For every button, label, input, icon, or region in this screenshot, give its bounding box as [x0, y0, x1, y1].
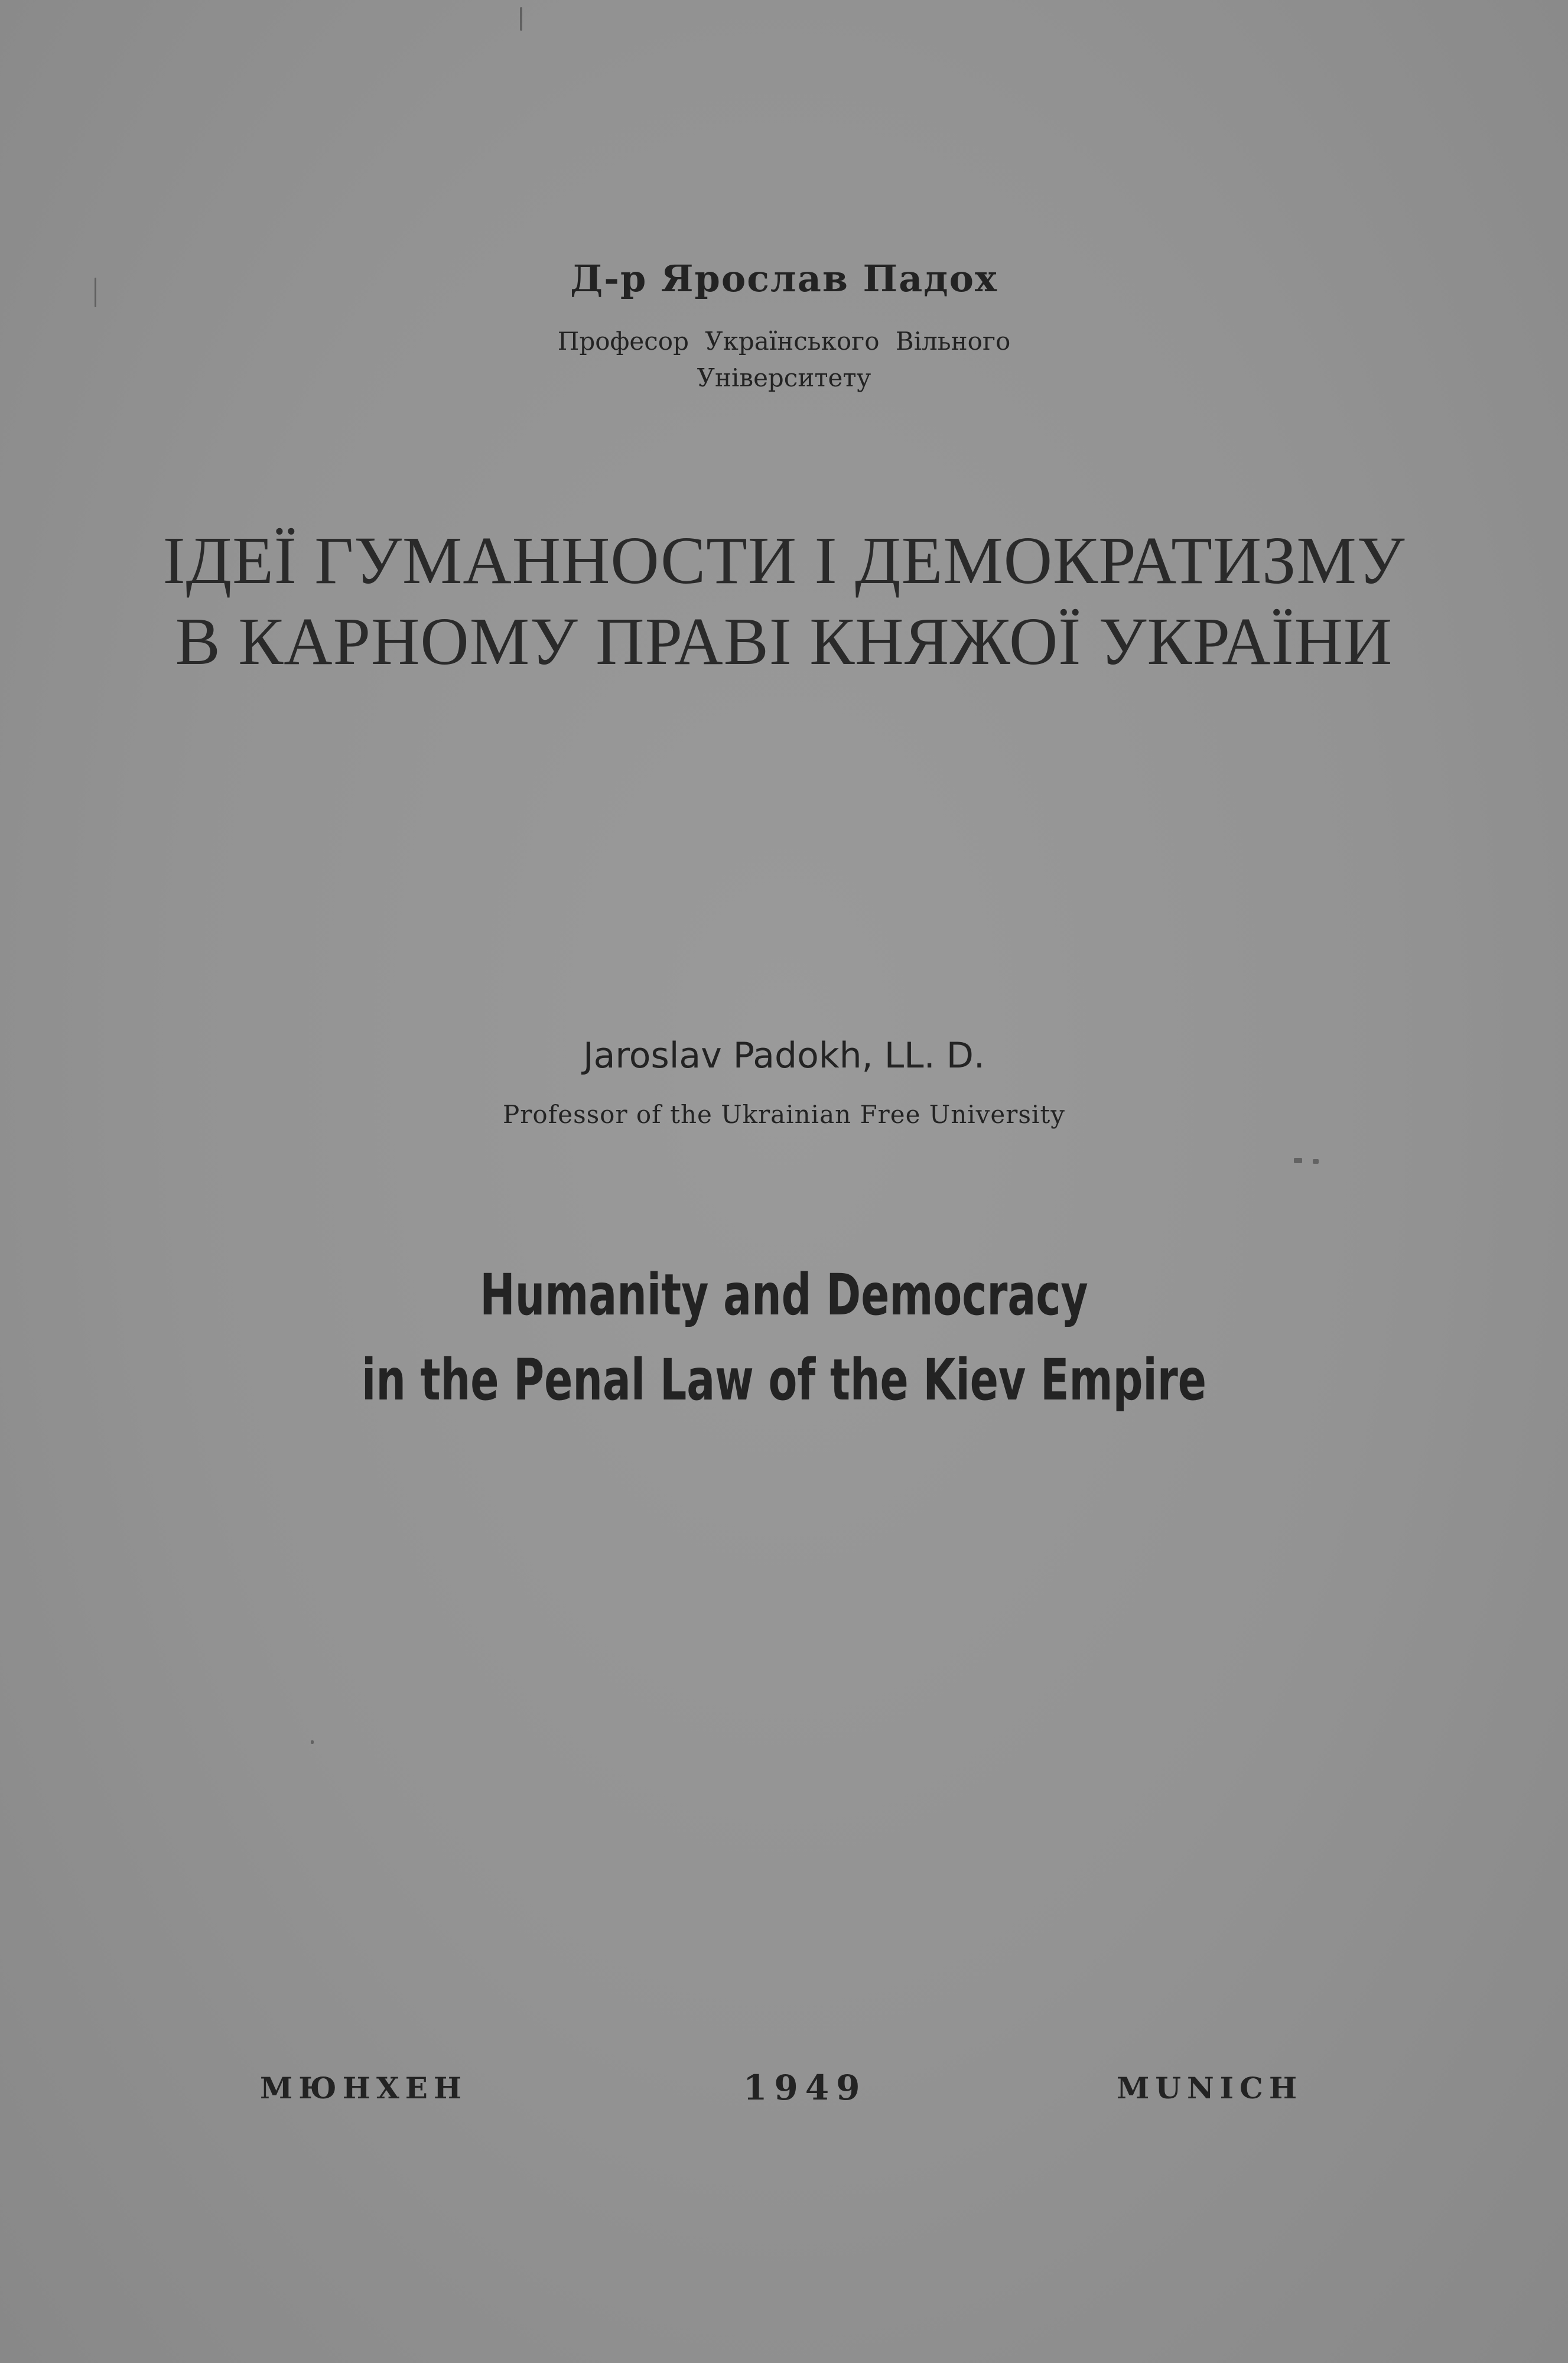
paper-speck — [1294, 1158, 1302, 1163]
paper-speck — [520, 7, 522, 31]
author-name-ukrainian: Д-р Ярослав Падох — [570, 257, 998, 300]
author-affiliation-ukrainian-line1: Професор Українського Вільного — [557, 327, 1011, 356]
publication-place-ukrainian: МЮНХЕН — [260, 2071, 468, 2105]
title-english-line1: Humanity and Democracy — [480, 1262, 1088, 1328]
publication-year: 1949 — [743, 2068, 867, 2108]
author-affiliation-ukrainian-line2: Університету — [697, 363, 871, 392]
title-ukrainian-line1: ІДЕЇ ГУМАННОСТИ І ДЕМОКРАТИЗМУ — [162, 523, 1406, 598]
paper-speck — [1313, 1159, 1319, 1164]
title-ukrainian-line2: В КАРНОМУ ПРАВІ КНЯЖОЇ УКРАЇНИ — [175, 604, 1393, 679]
publication-place-english: MUNICH — [1117, 2071, 1303, 2105]
paper-speck — [311, 1740, 314, 1744]
author-affiliation-english: Professor of the Ukrainian Free University — [503, 1100, 1065, 1129]
title-english-line2: in the Penal Law of the Kiev Empire — [361, 1347, 1206, 1413]
author-name-english: Jaroslav Padokh, LL. D. — [583, 1035, 985, 1076]
